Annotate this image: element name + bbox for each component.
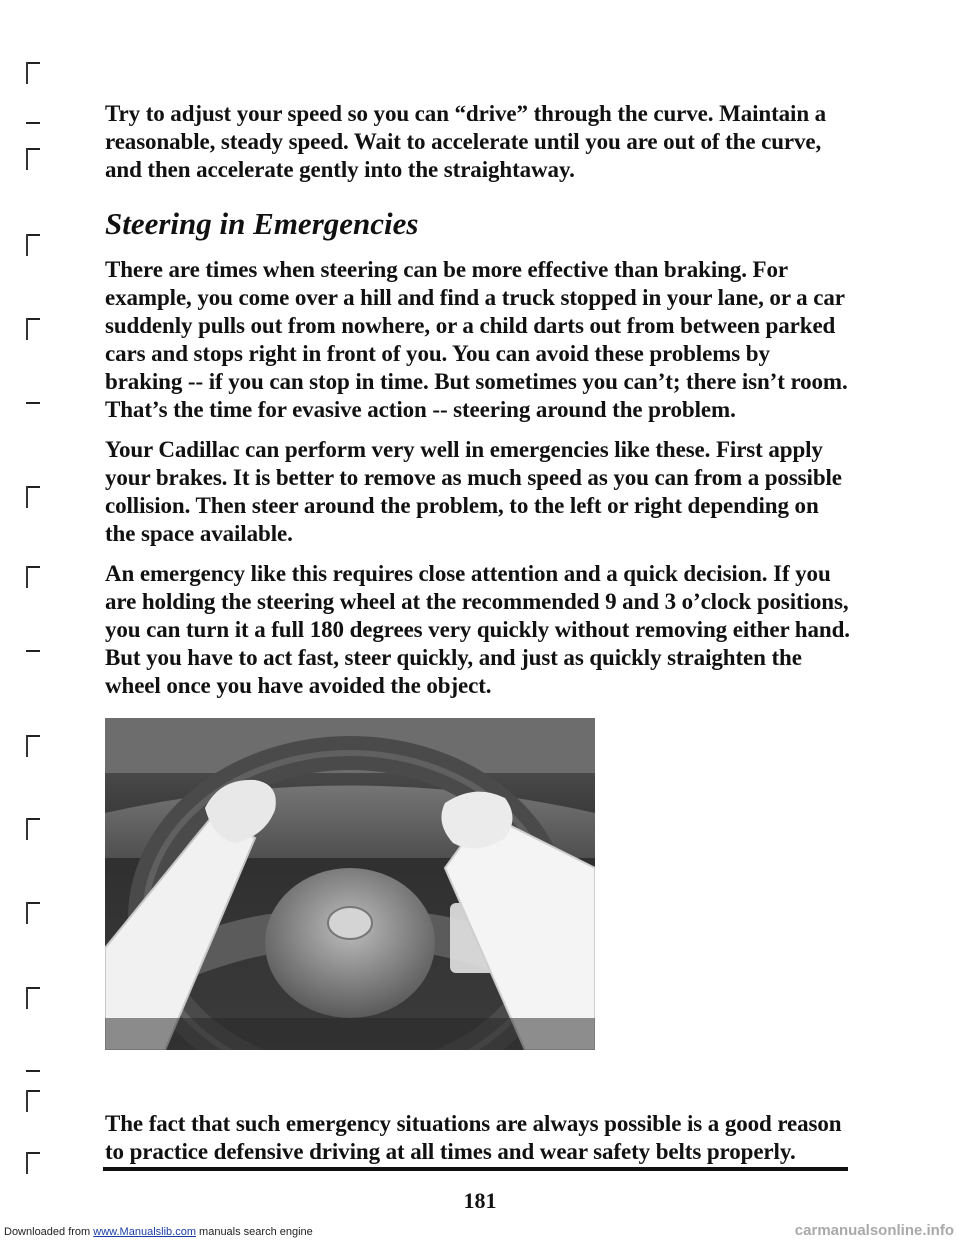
- section-heading: Steering in Emergencies: [105, 206, 419, 241]
- crop-mark: [26, 1090, 40, 1092]
- crop-mark: [26, 735, 40, 737]
- steering-wheel-illustration: [105, 718, 595, 1050]
- footer-prefix: Downloaded from: [4, 1226, 94, 1238]
- crop-mark: [26, 122, 40, 124]
- intro-paragraph: Try to adjust your speed so you can “drive” through the curve. Maintain a reasonable, steady speed. Wait to accelerate until you are out of the curve, and then accelerate gently into the straightaway.: [105, 101, 827, 182]
- crop-mark: [26, 402, 40, 404]
- paragraph-quick-decision: An emergency like this requires close attention and a quick decision. If you are holding the steering wheel at the recommended 9 and 3 o’clock positions, you can turn it a full 180 degrees very quickly without removing either hand. But you have to act fast, steer quickly, and just as quickly straighten the wheel once you have avoided the object.: [105, 561, 850, 698]
- crop-mark: [26, 650, 40, 652]
- crop-mark: [26, 818, 40, 820]
- paragraph-steering-vs-braking: There are times when steering can be more effective than braking. For example, you come over a hill and find a truck stopped in your lane, or a car suddenly pulls out from nowhere, or a child darts out from between parked cars and stops right in front of you. You can avoid these problems by braking -- if you can stop in time. But sometimes you can’t; there isn’t room. That’s the time for evasive action -- steering around the problem.: [105, 257, 848, 422]
- crop-mark: [26, 486, 40, 488]
- steering-wheel-photo: [105, 718, 595, 1050]
- crop-mark: [26, 566, 40, 568]
- margin-crop-marks: [0, 0, 60, 1242]
- page-content: [105, 100, 850, 1178]
- crop-mark: [26, 987, 40, 989]
- paragraph-cadillac-emergencies: Your Cadillac can perform very well in emergencies like these. First apply your brakes. It is better to remove as much speed as you can from a possible collision. Then steer around the problem, to the left or right depending on the space available.: [105, 437, 842, 546]
- watermark: carmanualsonline.info: [794, 1222, 954, 1239]
- footer-suffix: manuals search engine: [195, 1226, 313, 1238]
- paragraph-defensive-driving: The fact that such emergency situations are always possible is a good reason to practice defensive driving at all times and wear safety belts properly.: [105, 1111, 842, 1164]
- crop-mark: [26, 62, 40, 64]
- manualslib-link[interactable]: www.Manualslib.com: [93, 1226, 196, 1238]
- crop-mark: [26, 234, 40, 236]
- crop-mark: [26, 902, 40, 904]
- page-number: 181: [463, 1188, 497, 1213]
- crop-mark: [26, 148, 40, 150]
- download-footer: [4, 1226, 313, 1238]
- crop-mark: [26, 1070, 40, 1072]
- crop-mark: [26, 318, 40, 320]
- crop-mark: [26, 1152, 40, 1154]
- footer-rule: [103, 1167, 848, 1171]
